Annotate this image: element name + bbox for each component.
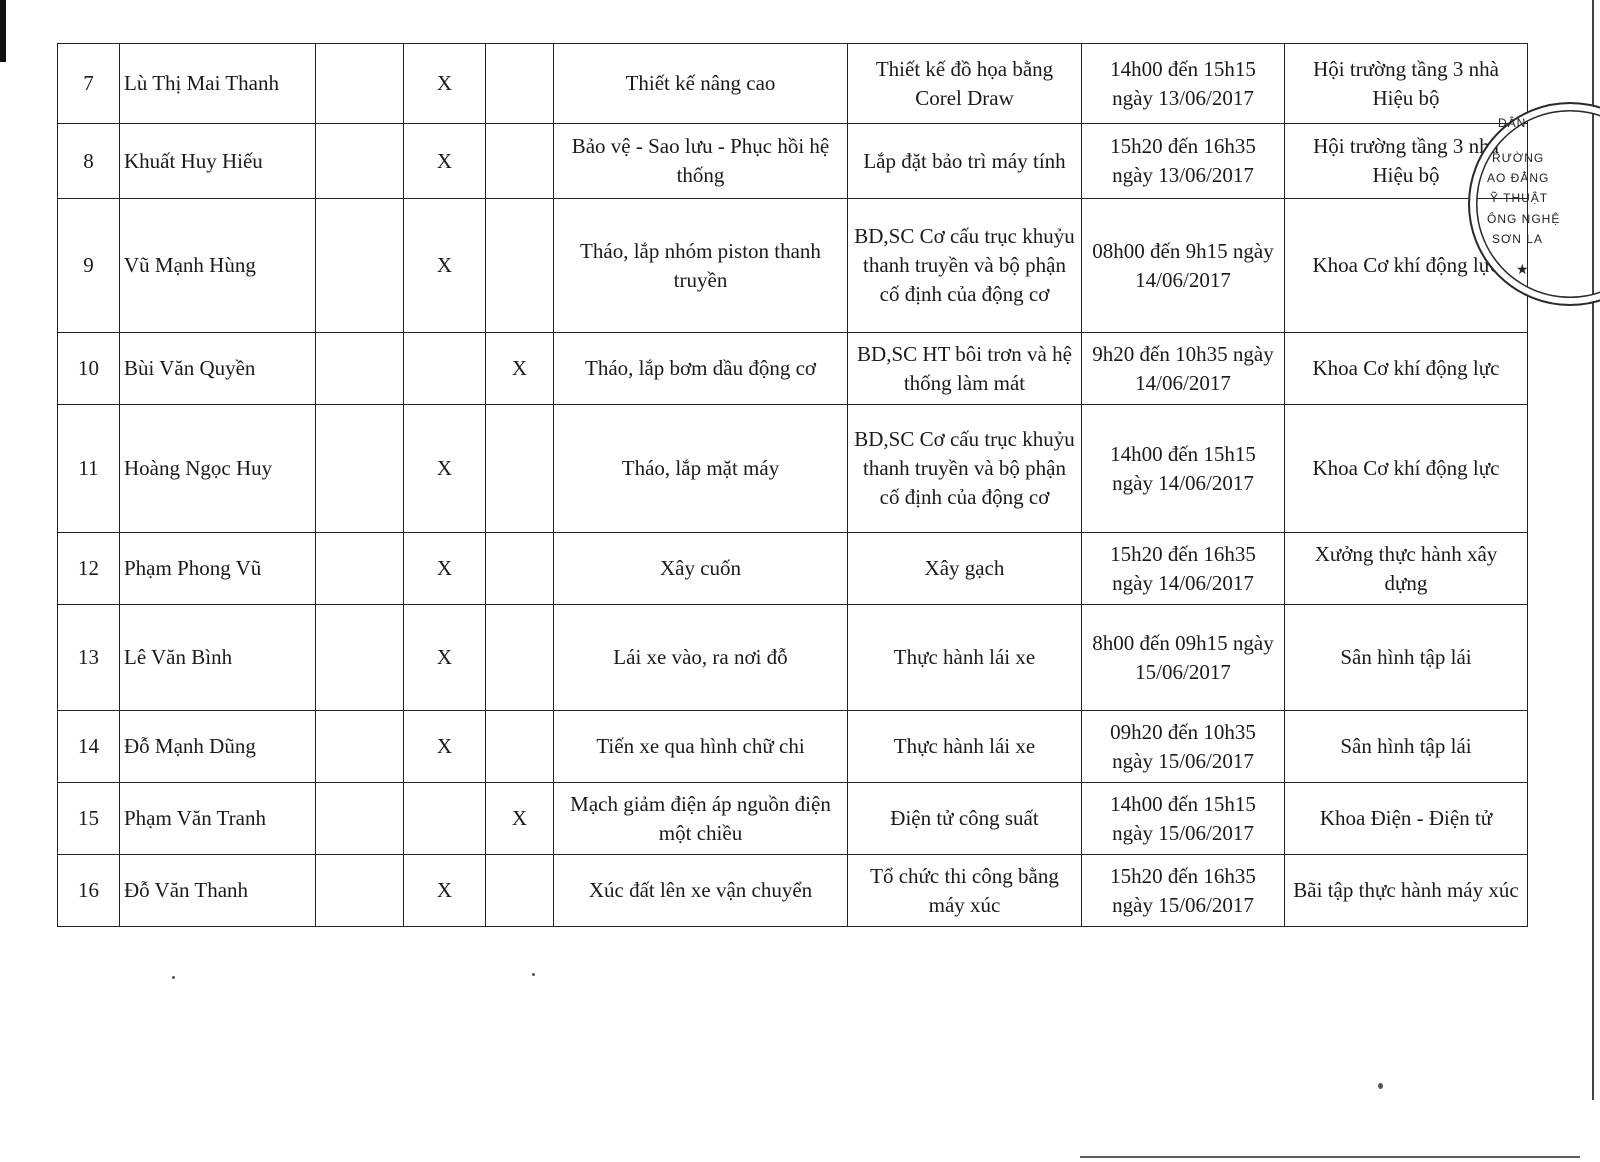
cell-mark	[486, 405, 554, 533]
cell-stt: 12	[58, 533, 120, 605]
cell-mark: X	[486, 783, 554, 855]
cell-module: Thiết kế đồ họa bằng Corel Draw	[848, 44, 1082, 124]
cell-location: Bãi tập thực hành máy xúc	[1285, 855, 1528, 927]
cell-mark	[316, 124, 404, 199]
cell-time: 15h20 đến 16h35 ngày 13/06/2017	[1082, 124, 1285, 199]
table-row	[58, 783, 1528, 855]
cell-name: Lù Thị Mai Thanh	[120, 44, 316, 124]
table-row	[58, 711, 1528, 783]
cell-stt: 7	[58, 44, 120, 124]
cell-mark	[486, 605, 554, 711]
cell-mark	[404, 333, 486, 405]
cell-exam-content: Lái xe vào, ra nơi đỗ	[554, 605, 848, 711]
scan-speck	[532, 973, 535, 976]
cell-name: Hoàng Ngọc Huy	[120, 405, 316, 533]
cell-name: Lê Văn Bình	[120, 605, 316, 711]
cell-location: Sân hình tập lái	[1285, 605, 1528, 711]
cell-module: BD,SC HT bôi trơn và hệ thống làm mát	[848, 333, 1082, 405]
table-row	[58, 333, 1528, 405]
cell-exam-content: Xây cuốn	[554, 533, 848, 605]
cell-time: 08h00 đến 9h15 ngày 14/06/2017	[1082, 199, 1285, 333]
cell-module: BD,SC Cơ cấu trục khuỷu thanh truyền và bộ phận cố định của động cơ	[848, 405, 1082, 533]
cell-mark	[316, 855, 404, 927]
cell-name: Khuất Huy Hiếu	[120, 124, 316, 199]
cell-stt: 9	[58, 199, 120, 333]
cell-mark	[486, 533, 554, 605]
cell-mark	[404, 783, 486, 855]
cell-location: Hội trường tầng 3 nhà Hiệu bộ	[1285, 44, 1528, 124]
cell-time: 8h00 đến 09h15 ngày 15/06/2017	[1082, 605, 1285, 711]
table-row	[58, 605, 1528, 711]
cell-name: Phạm Văn Tranh	[120, 783, 316, 855]
cell-mark	[316, 783, 404, 855]
cell-exam-content: Tháo, lắp mặt máy	[554, 405, 848, 533]
seal-text: RƯỜNG	[1492, 151, 1545, 165]
table-row	[58, 855, 1528, 927]
cell-stt: 14	[58, 711, 120, 783]
cell-mark: X	[404, 711, 486, 783]
seal-text: ÔNG NGHỆ	[1487, 212, 1561, 226]
cell-module: BD,SC Cơ cấu trục khuỷu thanh truyền và bộ phận cố định của động cơ	[848, 199, 1082, 333]
cell-location: Hội trường tầng 3 nhà Hiệu bộ	[1285, 124, 1528, 199]
cell-location: Khoa Cơ khí động lực	[1285, 333, 1528, 405]
table-row	[58, 124, 1528, 199]
cell-mark	[316, 405, 404, 533]
cell-stt: 15	[58, 783, 120, 855]
cell-stt: 10	[58, 333, 120, 405]
cell-mark	[486, 855, 554, 927]
cell-exam-content: Mạch giảm điện áp nguồn điện một chiều	[554, 783, 848, 855]
cell-stt: 8	[58, 124, 120, 199]
cell-time: 15h20 đến 16h35 ngày 14/06/2017	[1082, 533, 1285, 605]
cell-mark	[316, 605, 404, 711]
cell-exam-content: Bảo vệ - Sao lưu - Phục hồi hệ thống	[554, 124, 848, 199]
cell-name: Phạm Phong Vũ	[120, 533, 316, 605]
cell-exam-content: Tháo, lắp bơm dầu động cơ	[554, 333, 848, 405]
cell-mark: X	[404, 199, 486, 333]
cell-mark: X	[404, 44, 486, 124]
cell-time: 09h20 đến 10h35 ngày 15/06/2017	[1082, 711, 1285, 783]
cell-mark	[316, 333, 404, 405]
cell-time: 14h00 đến 15h15 ngày 14/06/2017	[1082, 405, 1285, 533]
seal-text: Ỹ THUẬT	[1490, 191, 1549, 205]
scan-speck	[1378, 1083, 1383, 1089]
table-row	[58, 405, 1528, 533]
table-row	[58, 44, 1528, 124]
cell-location: Khoa Điện - Điện tử	[1285, 783, 1528, 855]
cell-mark	[316, 533, 404, 605]
seal-text: AO ĐẲNG	[1487, 171, 1550, 185]
cell-mark	[486, 711, 554, 783]
cell-stt: 13	[58, 605, 120, 711]
cell-exam-content: Thiết kế nâng cao	[554, 44, 848, 124]
exam-schedule-table	[57, 43, 1528, 927]
cell-module: Xây gạch	[848, 533, 1082, 605]
cell-exam-content: Tháo, lắp nhóm piston thanh truyền	[554, 199, 848, 333]
seal-text: DÂN	[1498, 116, 1527, 130]
cell-exam-content: Xúc đất lên xe vận chuyển	[554, 855, 848, 927]
cell-mark	[316, 199, 404, 333]
cell-location: Khoa Cơ khí động lực	[1285, 405, 1528, 533]
cell-mark: X	[404, 855, 486, 927]
cell-time: 9h20 đến 10h35 ngày 14/06/2017	[1082, 333, 1285, 405]
cell-mark: X	[404, 533, 486, 605]
scan-edge-mark	[1080, 1156, 1580, 1158]
cell-name: Đỗ Mạnh Dũng	[120, 711, 316, 783]
cell-stt: 11	[58, 405, 120, 533]
cell-mark: X	[404, 124, 486, 199]
table-row	[58, 533, 1528, 605]
cell-module: Tổ chức thi công bằng máy xúc	[848, 855, 1082, 927]
cell-time: 15h20 đến 16h35 ngày 15/06/2017	[1082, 855, 1285, 927]
cell-exam-content: Tiến xe qua hình chữ chi	[554, 711, 848, 783]
cell-mark	[316, 711, 404, 783]
scan-speck	[172, 976, 175, 979]
cell-time: 14h00 đến 15h15 ngày 15/06/2017	[1082, 783, 1285, 855]
cell-location: Khoa Cơ khí động lực	[1285, 199, 1528, 333]
cell-name: Đỗ Văn Thanh	[120, 855, 316, 927]
cell-location: Sân hình tập lái	[1285, 711, 1528, 783]
seal-text: SƠN LA	[1492, 232, 1543, 246]
cell-mark: X	[404, 605, 486, 711]
table-row	[58, 199, 1528, 333]
cell-location: Xưởng thực hành xây dựng	[1285, 533, 1528, 605]
cell-time: 14h00 đến 15h15 ngày 13/06/2017	[1082, 44, 1285, 124]
cell-mark	[486, 44, 554, 124]
scan-edge-mark	[0, 0, 6, 62]
cell-mark: X	[486, 333, 554, 405]
cell-name: Bùi Văn Quyền	[120, 333, 316, 405]
cell-stt: 16	[58, 855, 120, 927]
cell-module: Lắp đặt bảo trì máy tính	[848, 124, 1082, 199]
cell-module: Thực hành lái xe	[848, 605, 1082, 711]
cell-mark	[316, 44, 404, 124]
cell-mark	[486, 124, 554, 199]
cell-mark: X	[404, 405, 486, 533]
cell-mark	[486, 199, 554, 333]
seal-star-icon: ★	[1516, 263, 1529, 278]
cell-name: Vũ Mạnh Hùng	[120, 199, 316, 333]
cell-module: Điện tử công suất	[848, 783, 1082, 855]
cell-module: Thực hành lái xe	[848, 711, 1082, 783]
